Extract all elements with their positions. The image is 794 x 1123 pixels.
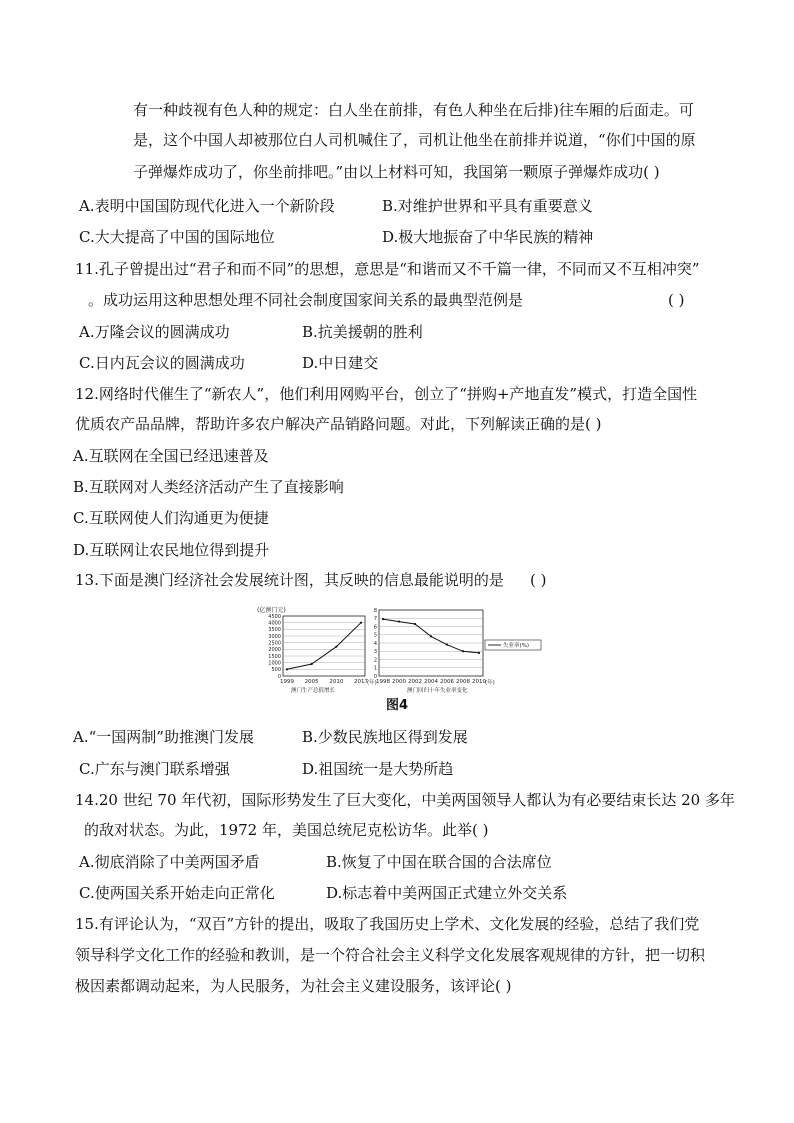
q13-line: 13.下面是澳门经济社会发展统计图，其反映的信息最能说明的是 <box>75 571 504 589</box>
gdp-series-line <box>287 623 361 670</box>
unemployment-xlabel: (年) <box>485 680 495 686</box>
gdp-point <box>360 622 362 624</box>
unemployment-point <box>446 644 448 646</box>
unemployment-ytick-label: 5 <box>373 632 377 639</box>
gdp-plot-frame <box>283 616 365 676</box>
unemployment-ytick-label: 4 <box>373 640 377 647</box>
unemployment-point <box>414 623 416 625</box>
figure-label: 图4 <box>386 698 409 713</box>
q14-line-1: 14.20 世纪 70 年代初，国际形势发生了巨大变化，中美两国领导人都认为有必要结束长达 20 多年 <box>75 791 735 809</box>
unemployment-caption: 澳门回归十年失业率变化 <box>407 688 468 694</box>
gdp-ytick-label: 500 <box>271 667 281 674</box>
unemployment-xtick-label: 2006 <box>440 679 454 685</box>
q11-option-c: C.日内瓦会议的圆满成功 <box>79 354 245 372</box>
unemployment-xtick-label: 2000 <box>392 679 406 685</box>
q13-option-b: B.少数民族地区得到发展 <box>302 728 468 746</box>
gdp-point <box>311 663 313 665</box>
q12-line-1: 12.网络时代催生了“新农人”，他们利用网购平台，创立了“拼购+产地直发”模式，打造全国性 <box>75 385 698 403</box>
unemployment-xtick-label: 2004 <box>424 679 438 685</box>
gdp-xtick-label: 2005 <box>304 679 319 685</box>
q12-option-c: C.互联网使人们沟通更为便捷 <box>73 509 269 527</box>
q14-line-2: 的敌对状态。为此，1972 年，美国总统尼克松访华。此举( ) <box>84 821 489 839</box>
q11-paren: ( ) <box>668 291 685 309</box>
figure-4 <box>255 606 555 696</box>
q11-line-2: 。成功运用这种思想处理不同社会制度国家间关系的最典型范例是 <box>88 291 524 309</box>
gdp-ytick-label: 3500 <box>268 627 281 634</box>
gdp-ytick-label: 2500 <box>268 640 281 647</box>
gdp-xlabel: (年) <box>367 680 377 686</box>
unemployment-ytick-label: 3 <box>373 649 377 656</box>
q15-line-3: 极因素都调动起来，为人民服务，为社会主义建设服务，该评论( ) <box>75 977 512 995</box>
unemployment-point <box>430 635 432 637</box>
gdp-ytick-label: 2000 <box>268 647 281 654</box>
gdp-point <box>286 668 288 670</box>
unemployment-xtick-label: 2002 <box>408 679 422 685</box>
intro-line-2: 是，这个中国人却被那位白人司机喊住了，司机让他坐在前排并说道，“你们中国的原 <box>133 131 696 149</box>
intro-option-b: B.对维护世界和平具有重要意义 <box>382 197 593 215</box>
unemployment-ytick-label: 2 <box>373 657 377 664</box>
q11-option-a: A.万隆会议的圆满成功 <box>79 323 230 341</box>
q13-option-d: D.祖国统一是大势所趋 <box>302 760 454 778</box>
unemployment-point <box>382 618 384 620</box>
unemployment-point <box>478 652 480 654</box>
gdp-ytick-label: 3000 <box>268 633 281 640</box>
q12-line-2: 优质农产品品牌，帮助许多农户解决产品销路问题。对此，下列解读正确的是( ) <box>75 415 602 433</box>
gdp-ylabel: (亿澳门元) <box>257 607 286 614</box>
q12-option-d: D.互联网让农民地位得到提升 <box>73 541 270 559</box>
unemployment-ytick-label: 1 <box>373 665 377 672</box>
q12-option-a: A.互联网在全国已经迅速普及 <box>73 447 269 465</box>
unemployment-xtick-label: 1998 <box>376 679 390 685</box>
gdp-ytick-label: 0 <box>277 673 281 680</box>
intro-option-d: D.极大地振奋了中华民族的精神 <box>382 228 594 246</box>
macau-charts <box>255 606 555 696</box>
unemployment-xtick-label: 2010 <box>472 679 486 685</box>
gdp-ytick-label: 1000 <box>268 660 281 667</box>
gdp-xtick-label: 2010 <box>329 679 344 685</box>
q14-option-a: A.彻底消除了中美两国矛盾 <box>79 853 260 871</box>
q13-paren: ( ) <box>530 571 547 589</box>
q15-line-2: 领导科学文化工作的经验和教训，是一个符合社会主义科学文化发展客观规律的方针，把一切积 <box>75 946 706 964</box>
q14-option-b: B.恢复了中国在联合国的合法席位 <box>326 853 552 871</box>
legend-label: 失业率(%) <box>503 643 530 649</box>
gdp-ytick-label: 4500 <box>268 613 281 620</box>
unemployment-point <box>462 650 464 652</box>
q12-option-b: B.互联网对人类经济活动产生了直接影响 <box>73 478 344 496</box>
gdp-ytick-label: 1500 <box>268 653 281 660</box>
gdp-caption: 澳门生产总值增长 <box>291 688 336 694</box>
q11-line-1: 11.孔子曾提出过“君子和而不同”的思想，意思是“和谐而又不千篇一律，不同而又不互相冲突” <box>75 260 700 278</box>
gdp-xtick-label: 1999 <box>280 679 294 685</box>
unemployment-ytick-label: 8 <box>373 607 377 614</box>
unemployment-ytick-label: 6 <box>373 624 377 631</box>
unemployment-point <box>398 620 400 622</box>
unemployment-ytick-label: 0 <box>373 673 377 680</box>
q11-option-b: B.抗美援朝的胜利 <box>302 323 423 341</box>
intro-line-3: 子弹爆炸成功了，你坐前排吧。”由以上材料可知，我国第一颗原子弹爆炸成功( ) <box>133 163 660 181</box>
unemployment-xtick-label: 2008 <box>456 679 470 685</box>
intro-line-1: 有一种歧视有色人种的规定：白人坐在前排，有色人种坐在后排)往车厢的后面走。可 <box>133 101 694 119</box>
gdp-ytick-label: 4000 <box>268 620 281 627</box>
q13-option-a: A.“一国两制”助推澳门发展 <box>73 728 254 746</box>
unemployment-chart <box>374 608 541 694</box>
q13-option-c: C.广东与澳门联系增强 <box>79 760 230 778</box>
q14-option-d: D.标志着中美两国正式建立外交关系 <box>326 884 568 902</box>
q15-line-1: 15.有评论认为，“双百”方针的提出，吸取了我国历史上学术、文化发展的经验，总结了我们党 <box>75 915 700 933</box>
gdp-point <box>335 646 337 648</box>
intro-option-c: C.大大提高了中国的国际地位 <box>79 228 275 246</box>
q14-option-c: C.使两国关系开始走向正常化 <box>79 884 275 902</box>
gdp-xtick-label: 2017 <box>354 679 368 685</box>
intro-option-a: A.表明中国国防现代化进入一个新阶段 <box>79 197 335 215</box>
gdp-chart <box>257 606 377 694</box>
unemployment-ytick-label: 7 <box>373 616 377 623</box>
q11-option-d: D.中日建交 <box>302 354 379 372</box>
